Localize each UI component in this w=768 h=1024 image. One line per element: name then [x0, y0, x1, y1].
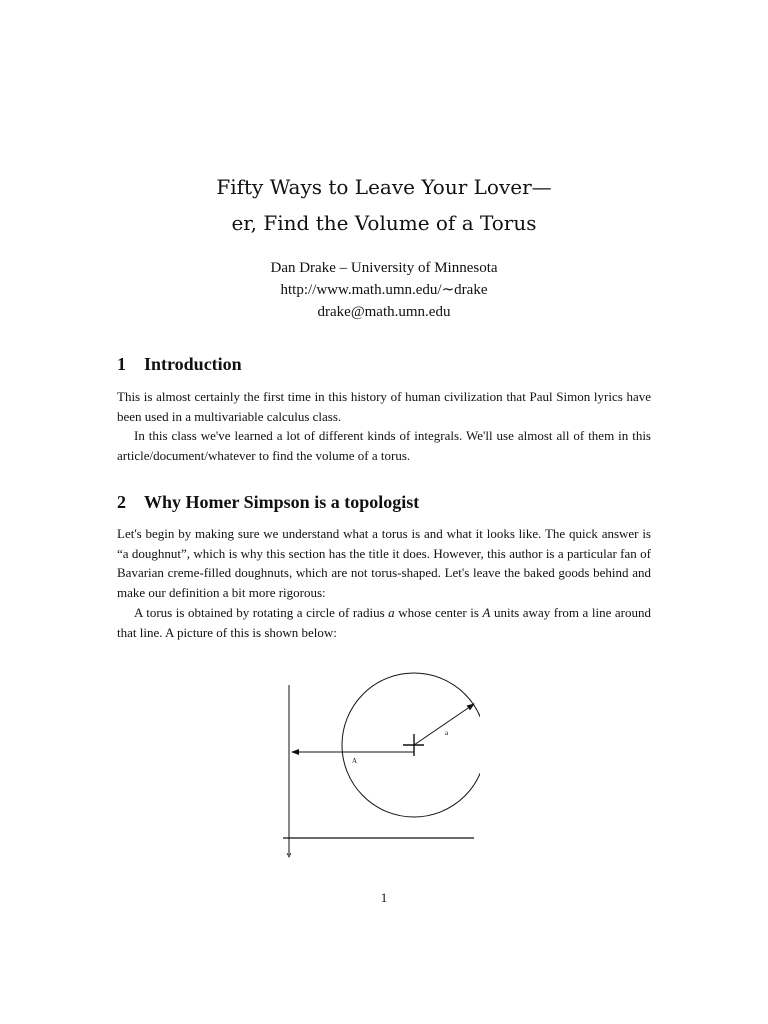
section-1-heading — [117, 353, 242, 375]
radius-arrow — [414, 704, 474, 745]
section-2-paragraph-1: Let's begin by making sure we understand what a torus is and what it looks like. The quick answer is “a doughnut”, which is why this section has the title it does. However, this author is a particular fan of Bavarian creme-filled doughnuts, which are not torus-shaped. Let's leave the baked goods behind and make our definition a bit more rigorous: — [117, 526, 651, 600]
section-2-title: Why Homer Simpson is a topologist — [144, 492, 420, 512]
title-line-1: Fifty Ways to Leave Your Lover— — [216, 175, 552, 199]
author-name: Dan Drake – University of Minnesota — [270, 260, 498, 276]
author-url[interactable]: http://www.math.umn.edu/∼drake — [280, 282, 488, 298]
para-2-text-1: A torus is obtained by rotating a circle of radius — [134, 605, 389, 620]
section-1-title: Introduction — [144, 354, 242, 374]
section-1-paragraph-2: In this class we've learned a lot of different kinds of integrals. We'll use almost all of them in this article/document/whatever to find the volume of a torus. — [117, 428, 651, 463]
section-2-heading — [117, 491, 419, 513]
page-number: 1 — [380, 890, 388, 905]
author-email[interactable]: drake@math.umn.edu — [317, 304, 451, 320]
variable-a: a — [388, 605, 395, 620]
section-2-number: 2 — [117, 492, 126, 512]
section-1-number: 1 — [117, 354, 126, 374]
torus-diagram — [280, 670, 480, 862]
radius-label: a — [445, 729, 449, 737]
distance-label: A — [352, 757, 358, 765]
variable-A: A — [482, 605, 491, 620]
para-2-text-2: whose center is — [394, 605, 483, 620]
section-1-paragraph-1: This is almost certainly the first time in this history of human civilization that Paul Simon lyrics have been used in a multivariable calculus class. — [117, 389, 651, 424]
title-line-2: er, Find the Volume of a Torus — [231, 211, 537, 235]
section-2-paragraph-2 — [117, 603, 651, 642]
para-2-text-3: units away from a line around that line. A picture of this is shown below: — [117, 605, 651, 640]
